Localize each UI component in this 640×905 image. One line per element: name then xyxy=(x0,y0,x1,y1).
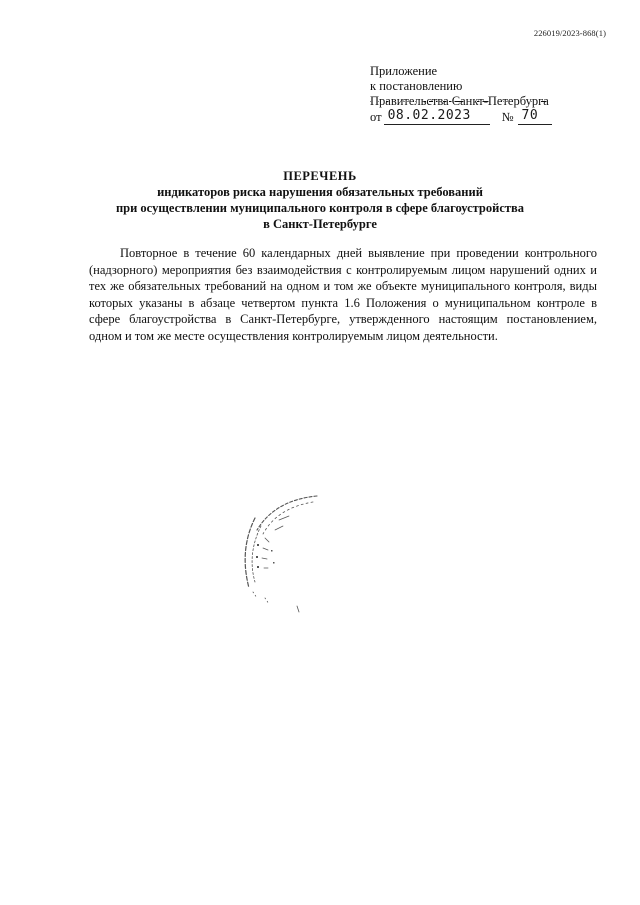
title-subline-3: в Санкт-Петербурге xyxy=(263,217,377,231)
document-title xyxy=(60,168,580,232)
approval-date-number-line xyxy=(370,110,570,125)
date-blank xyxy=(384,108,490,125)
approval-line-government: Правительства Санкт-Петербурга xyxy=(370,94,549,108)
body-paragraph: Повторное в течение 60 календарных дней выявление при проведении контрольного (надзорного) мероприятия без взаимодействия с контролируемым лицом нарушений одних и тех же обязательных требований на одном и том же объекте муниципального контроля, виды которых указаны в абзаце четвертом пункта 1.6 Положения о муниципальном контроле в сфере благоустройства в Санкт-Петербурге, утвержденного настоящим постановлением, одном и том же месте осуществления контролируемым лицом деятельности. xyxy=(89,246,597,343)
seal-stamp-icon xyxy=(235,490,335,620)
number-value: 70 xyxy=(521,108,539,123)
number-sign: № xyxy=(501,110,514,124)
title-heading: ПЕРЕЧЕНЬ xyxy=(283,169,357,183)
date-prefix: от xyxy=(370,110,382,124)
title-subline-1: индикаторов риска нарушения обязательных требований xyxy=(157,185,483,199)
title-subline-2: при осуществлении муниципального контроля в сфере благоустройства xyxy=(115,201,525,215)
approval-block xyxy=(370,64,570,125)
document-code: 226019/2023-868(1) xyxy=(533,28,606,38)
number-blank xyxy=(518,108,552,125)
approval-line-to-decree: к постановлению xyxy=(370,79,463,93)
date-value: 08.02.2023 xyxy=(387,108,471,123)
approval-line-appendix: Приложение xyxy=(370,64,438,78)
